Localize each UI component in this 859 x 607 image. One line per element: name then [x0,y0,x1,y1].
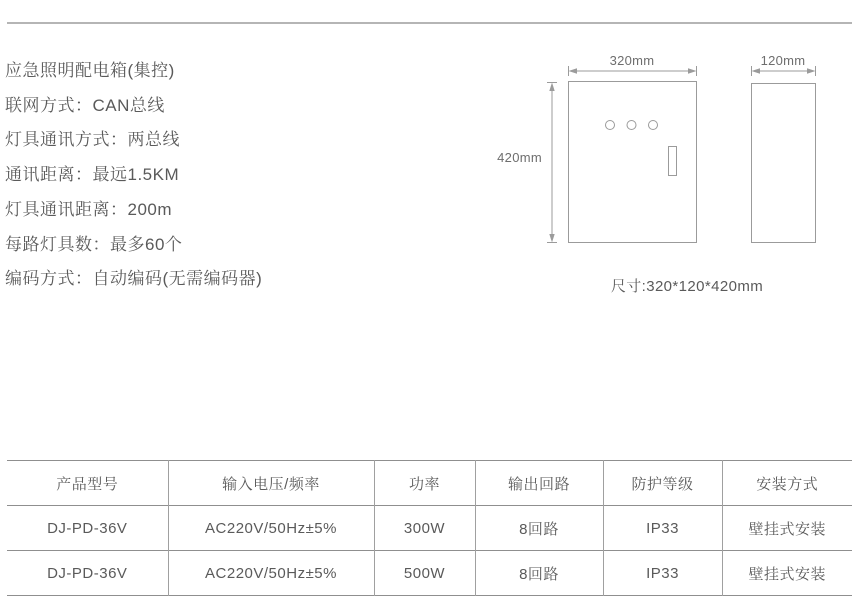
table-header-protection-rating: 防护等级 [603,461,722,506]
table-row [7,551,852,596]
spec-line-lamp-count: 每路灯具数：最多60个 [5,234,183,254]
side-width-label: 120mm [760,53,806,68]
indicator-light-icon [649,121,658,130]
cell-model: DJ-PD-36V [47,519,128,537]
cell-input-voltage: AC220V/50Hz±5% [168,506,374,551]
front-view-outline [569,82,697,243]
spec-line-network: 联网方式：CAN总线 [5,95,165,115]
spec-list [5,54,262,297]
cell-output-circuits: 8回路 [475,506,603,551]
drawing-canvas [490,45,859,300]
cell-input-voltage: AC220V/50Hz±5% [168,551,374,596]
top-divider [7,22,852,24]
table-row [7,506,852,551]
spec-table [7,460,852,596]
cell-output-circuits: 8回路 [475,551,603,596]
cell-mounting: 壁挂式安装 [722,551,852,596]
front-width-label: 320mm [609,53,655,68]
spec-line-lamp-distance: 灯具通讯距离：200m [5,199,173,219]
dimensions-caption: 尺寸:320*120*420mm [610,278,764,295]
spec-line-title: 应急照明配电箱(集控) [5,61,175,80]
cell-power: 300W [374,506,475,551]
table-header-row [7,461,852,506]
cell-power: 500W [374,551,475,596]
cell-protection-rating: IP33 [603,506,722,551]
door-handle [669,147,677,176]
table-header-input-voltage: 输入电压/频率 [168,461,374,506]
side-view-outline [752,84,816,243]
indicator-light-icon [606,121,615,130]
table-header-output-circuits: 输出回路 [475,461,603,506]
table-header-model: 产品型号 [56,475,119,493]
dimension-drawing [490,45,859,300]
cell-model: DJ-PD-36V [47,564,128,582]
spec-line-lamp-comm: 灯具通讯方式：两总线 [5,130,180,150]
cell-mounting: 壁挂式安装 [722,506,852,551]
spec-line-coding: 编码方式：自动编码(无需编码器) [5,269,263,289]
spec-line-comm-distance: 通讯距离：最远1.5KM [5,165,180,185]
indicator-light-icon [627,121,636,130]
table-header-mounting: 安装方式 [722,461,852,506]
height-label: 420mm [497,150,542,165]
height-dimension-arrow [547,83,557,243]
table-header-power: 功率 [374,461,475,506]
cell-protection-rating: IP33 [603,551,722,596]
